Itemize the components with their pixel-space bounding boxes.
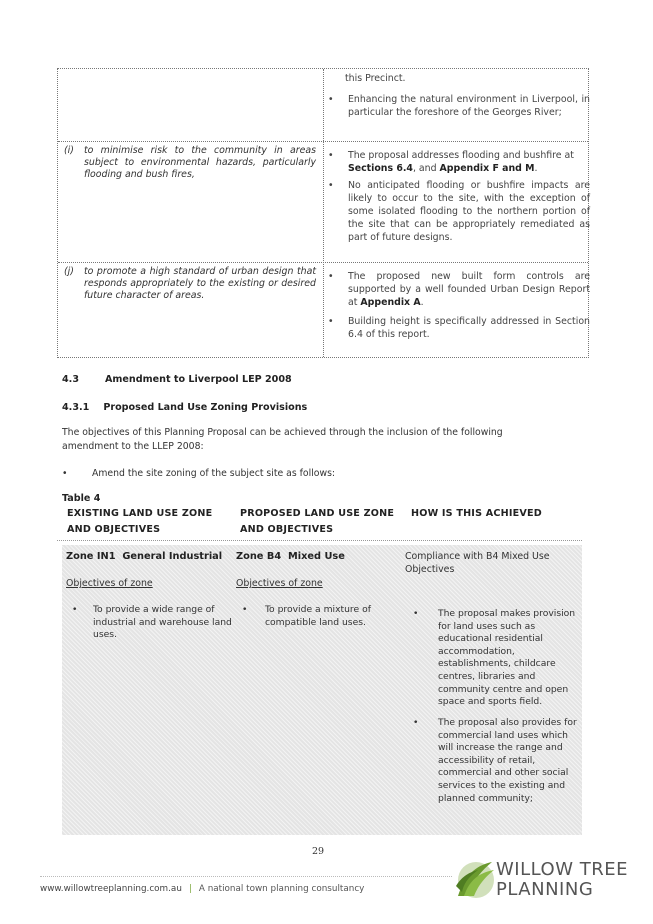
table-column-divider (323, 69, 324, 357)
intro-bullet: • Amend the site zoning of the subject site as follows: (62, 468, 336, 479)
proposed-zone: Zone B4 Mixed Use (236, 551, 345, 562)
footer-url[interactable]: www.willowtreeplanning.com.au (40, 884, 182, 894)
section-heading-4-3-1: 4.3.1 Proposed Land Use Zoning Provisions (62, 402, 308, 413)
header-how: HOW IS THIS ACHIEVED (411, 508, 542, 519)
table-row-divider (58, 141, 588, 142)
intro-paragraph: The objectives of this Planning Proposal can be achieved through the inclusion of the following amendment to the LLEP 2008: (62, 427, 503, 452)
header-proposed: PROPOSED LAND USE ZONE AND OBJECTIVES (240, 508, 395, 535)
existing-objectives-label: Objectives of zone (66, 578, 153, 589)
footer-tagline: A national town planning consultancy (198, 884, 365, 894)
table-caption: Table 4 (62, 493, 101, 504)
how-title: Compliance with B4 Mixed Use Objectives (405, 551, 550, 575)
footer-divider (40, 876, 452, 877)
willow-tree-logo-icon (452, 856, 496, 900)
footer-text: www.willowtreeplanning.com.au | A national town planning consultancy (40, 884, 365, 894)
existing-zone: Zone IN1 General Industrial (66, 551, 223, 562)
table-row-divider (58, 262, 588, 263)
section-heading-4-3: 4.3 Amendment to Liverpool LEP 2008 (62, 374, 292, 385)
objectives-table: this Precinct. • Enhancing the natural environment in Liverpool, in particular the foreshore of the Georges River; (i) to minimise risk to the community in areas subject to environmental hazards, particularly flooding and bush fires, • The proposal addresses flooding and bushfire at Sections 6.4, and Appendix F and M. • No anticipated flooding or bushfire impacts are likely to occur to the site, with the exception of some isolated flooding to the northern portion of the site that can be appropriately remediated as part of future designs. (j) to promote a high standard of urban design that responds appropriately to the existing or desired future character of areas. • The proposed new built form controls are supported by a well founded Urban Design Report at Appendix A. • Building height is specifically addressed in Section 6.4 of this report. (57, 68, 589, 358)
page-number: 29 (312, 846, 325, 857)
table4-header (57, 506, 582, 541)
header-existing: EXISTING LAND USE ZONE AND OBJECTIVES (67, 508, 213, 535)
logo-wordmark: WILLOW TREE PLANNING (496, 859, 628, 900)
proposed-objectives-label: Objectives of zone (236, 578, 323, 589)
